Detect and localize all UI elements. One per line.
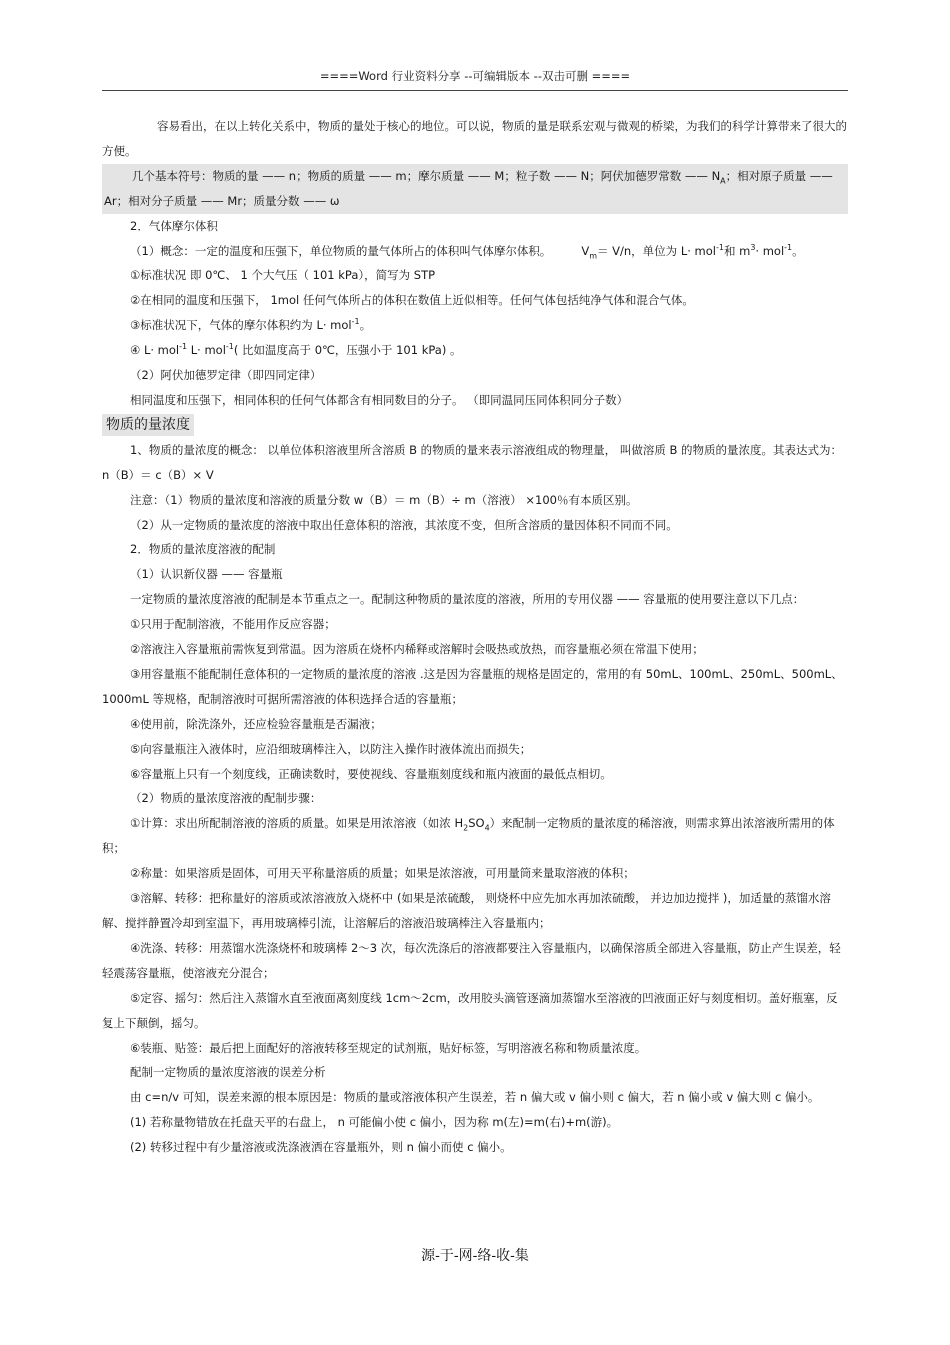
- step-3: ③溶解、转移：把称量好的溶质或浓溶液放入烧杯中 (如果是浓硫酸， 则烧杯中应先加水再加浓硫酸， 并边加边搅拌 )，加适量的蒸馏水溶解、搅拌静置冷却到室温下，再用玻璃棒引流，让溶解后的溶液沿玻璃棒注入容量瓶内；: [102, 891, 831, 930]
- page-footer: 源-于-网-络-收-集: [421, 1248, 529, 1264]
- symbols-box: [102, 164, 848, 214]
- gas-concept-sup: -1: [715, 242, 724, 252]
- step-1-sub2: 4: [484, 823, 490, 833]
- step-1: [102, 811, 848, 861]
- gas-point-3: [102, 313, 848, 338]
- gas-volume-concept: [102, 239, 848, 264]
- concentration-note-1: 注意：（1）物质的量浓度和溶液的质量分数 w（B）＝ m（B）÷ m（溶液） ×100％有本质区别。: [130, 492, 638, 507]
- gas-concept-and: 和 m: [723, 243, 751, 258]
- error-point-2: (2) 转移过程中有少量溶液或洗涤液洒在容量瓶外，则 n 偏小而使 c 偏小。: [130, 1140, 512, 1155]
- gas-point-4: [102, 338, 848, 363]
- step-2: ②称量：如果溶质是固体，可用天平称量溶质的质量；如果是浓溶液，可用量筒来量取溶液的体积；: [130, 866, 635, 881]
- gas-point-1: ①标准状况 即 0℃、 1 个大气压（ 101 kPa），简写为 STP: [130, 268, 436, 283]
- step-1-sub1: 2: [463, 823, 469, 833]
- gas-concept-sub: m: [589, 250, 597, 260]
- steps-title: （2）物质的量浓度溶液的配制步骤：: [130, 791, 322, 806]
- page-header: ====Word 行业资料分享 --可编辑版本 --双击可删 ====: [319, 69, 631, 83]
- flask-rule-1: ①只用于配制溶液，不能用作反应容器；: [130, 617, 336, 632]
- flask-rule-5: ⑤向容量瓶注入液体时，应沿细玻璃棒注入，以防注入操作时液体流出而损失；: [130, 741, 532, 756]
- gas-concept-cube: 3: [750, 242, 756, 252]
- step-4: ④洗涤、转移：用蒸馏水洗涤烧杯和玻璃棒 2～3 次，每次洗涤后的溶液都要注入容量瓶内，以确保溶质全部进入容量瓶，防止产生误差，轻轻震荡容量瓶，使溶液充分混合；: [102, 940, 841, 980]
- intro-paragraph: 容易看出，在以上转化关系中，物质的量处于核心的地位。可以说，物质的量是联系宏观与微观的桥梁，为我们的科学计算带来了很大的方便。: [102, 119, 847, 158]
- step-6: ⑥装瓶、贴签：最后把上面配好的溶液转移至规定的试剂瓶，贴好标签，写明溶液名称和物质量浓度。: [130, 1040, 647, 1055]
- gas-concept-unit: ＝ V/n，单位为 L· mol: [596, 243, 716, 258]
- concentration-concept: 1、物质的量浓度的概念： 以单位体积溶液里所含溶质 B 的物质的量来表示溶液组成的物理量， 叫做溶质 B 的物质的量浓度。其表达式为： n（B）＝ c（B）× V: [102, 442, 843, 482]
- error-title: 配制一定物质的量浓度溶液的误差分析: [130, 1065, 326, 1080]
- gas-concept-mol-sup: -1: [784, 242, 793, 252]
- gas-point-3-end: 。: [359, 318, 372, 333]
- avogadro-title: （2）阿伏加德罗定律（即四同定律）: [130, 368, 322, 383]
- symbols-subscript: A: [720, 176, 726, 186]
- symbols-tail: ；相对原子质量 —— Ar；相对分子质量 —— Mr；质量分数 —— ω: [104, 168, 833, 208]
- gas-point-3-sup: -1: [351, 317, 360, 327]
- error-point-1: (1) 若称量物错放在托盘天平的右盘上， n 可能偏小使 c 偏小，因为称 m(左)=m(右)+m(游)。: [130, 1115, 619, 1130]
- flask-rule-3: ③用容量瓶不能配制任意体积的一定物质的量浓度的溶液 .这是因为容量瓶的规格是固定的，常用的有 50mL、100mL、250mL、500mL、1000mL 等规格，配制溶液时可据所需溶液的体积选择合适的容量瓶；: [102, 666, 843, 706]
- gas-point-3-text: ③标准状况下，气体的摩尔体积约为 L· mol: [130, 318, 352, 333]
- concentration-section: [102, 413, 848, 438]
- step-5: ⑤定容、摇匀：然后注入蒸馏水直至液面离刻度线 1cm～2cm，改用胶头滴管逐滴加蒸馏水至溶液的凹液面正好与刻度相切。盖好瓶塞，反复上下颠倒，摇匀。: [102, 990, 838, 1030]
- symbols-text: 几个基本符号：物质的量 —— n；物质的质量 —— m；摩尔质量 —— M；粒子数 —— N；阿伏加德罗常数 —— N: [132, 168, 721, 183]
- gas-concept-text: （1）概念：一定的温度和压强下，单位物质的量气体所占的体积叫气体摩尔体积。: [130, 243, 552, 258]
- concentration-note-2: （2）从一定物质的量浓度的溶液中取出任意体积的溶液，其浓度不变，但所含溶质的量因体积不同而不同。: [130, 517, 678, 532]
- gas-point-4-sup2: -1: [225, 342, 234, 352]
- gas-concept-symbol: V: [581, 243, 590, 258]
- gas-point-4-b: L· mol: [187, 343, 226, 358]
- document-body: [102, 114, 848, 1160]
- step-1-a: ①计算：求出所配制溶液的溶质的质量。如果是用浓溶液（如浓 H: [130, 816, 464, 831]
- step-1-b: SO: [468, 816, 485, 831]
- section-title-concentration: 物质的量浓度: [102, 414, 194, 436]
- step-1-c: ）来配制一定物质的量浓度的稀溶液，则需求算出浓溶液所需用的体积；: [102, 816, 835, 856]
- header-divider: [102, 90, 848, 91]
- gas-volume-title: 2．气体摩尔体积: [130, 218, 218, 233]
- gas-point-2: ②在相同的温度和压强下， 1mol 任何气体所占的体积在数值上近似相等。任何气体包括纯净气体和混合气体。: [130, 293, 694, 308]
- preparation-title: 2．物质的量浓度溶液的配制: [130, 542, 276, 557]
- error-text: 由 c=n/v 可知，误差来源的根本原因是：物质的量或溶液体积产生误差，若 n 偏大或 v 偏小则 c 偏大，若 n 偏小或 v 偏大则 c 偏小。: [130, 1090, 820, 1105]
- flask-rule-6: ⑥容量瓶上只有一个刻度线，正确读数时，要使视线、容量瓶刻度线和瓶内液面的最低点相切。: [130, 766, 612, 781]
- gas-concept-end: 。: [792, 243, 804, 258]
- gas-concept-mol: · mol: [755, 243, 785, 258]
- preparation-text: 一定物质的量浓度溶液的配制是本节重点之一。配制这种物质的量浓度的溶液，所用的专用仪器 —— 容量瓶的使用要注意以下几点：: [130, 592, 805, 607]
- flask-rule-2: ②溶液注入容量瓶前需恢复到常温。因为溶质在烧杯内稀释或溶解时会吸热或放热，而容量瓶必须在常温下使用；: [130, 642, 704, 657]
- gas-point-4-a: ④ L· mol: [130, 343, 180, 358]
- flask-rule-4: ④使用前，除洗涤外，还应检验容量瓶是否漏液；: [130, 716, 382, 731]
- avogadro-text: 相同温度和压强下，相同体积的任何气体都含有相同数目的分子。 （即同温同压同体积同分子数）: [130, 392, 629, 407]
- preparation-instrument: （1）认识新仪器 —— 容量瓶: [130, 567, 283, 582]
- gas-point-4-c: ( 比如温度高于 0℃，压强小于 101 kPa) 。: [233, 343, 462, 358]
- gas-point-4-sup1: -1: [179, 342, 188, 352]
